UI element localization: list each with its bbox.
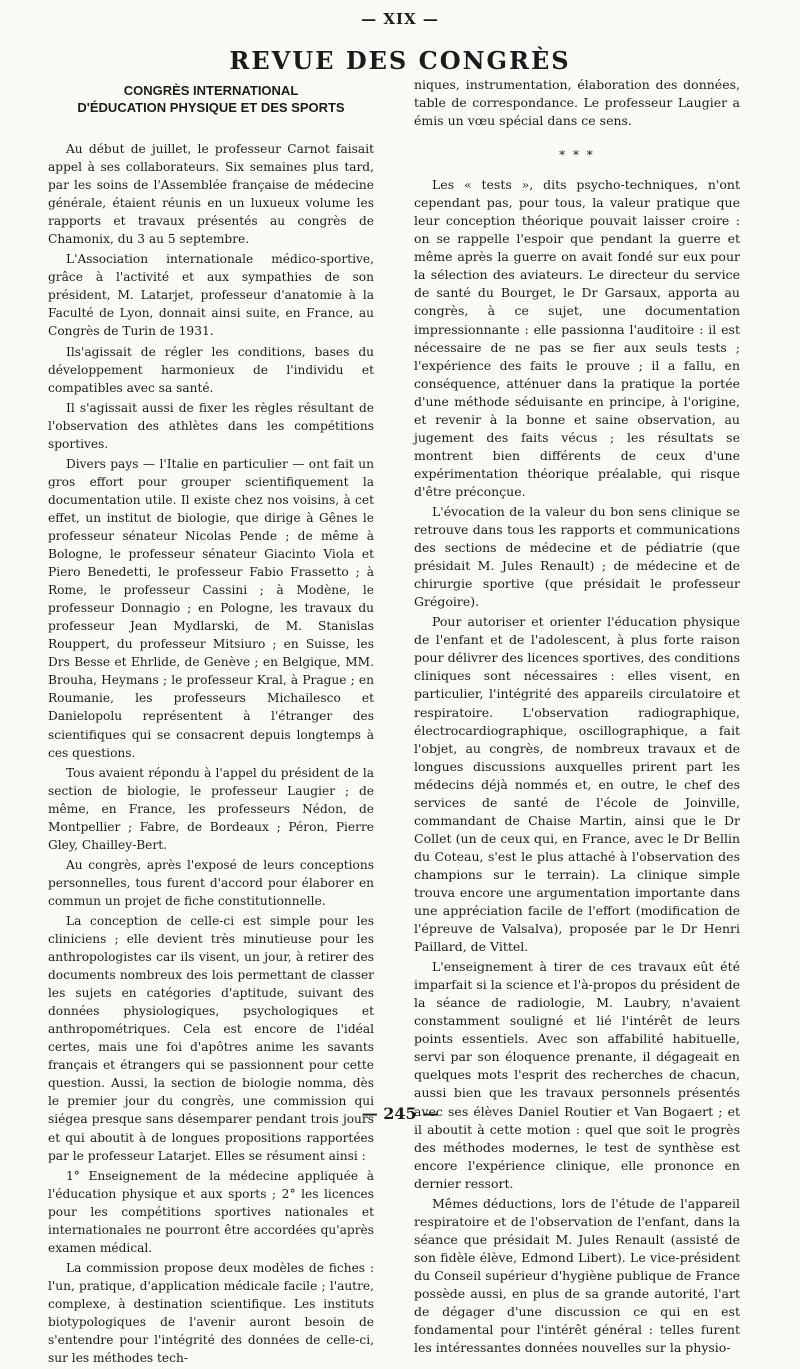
paragraph: Divers pays — l'Italie en particulier — ont fait un gros effort pour grouper scientifiquement la documentation utile. Il existe chez nos voisins, à cet effet, un institut de biologie, que dirige à Gênes le professeur sénateur Nicolas Pende ; de même à Bologne, le professeur sénateur Giacinto Viola et Piero Benedetti, le professeur Fabio Frassetto ; à Rome, le professeur Cassini ; à Modène, le professeur Donnagio ; en Pologne, les travaux du professeur Jean Mydlarski, de M. Stanislas Rouppert, du professeur Mitsiuro ; en Suisse, les Drs Besse et Ehrlide, de Genève ; en Belgique, MM. Brouha, Heymans ; le professeur Kral, à Prague ; en Roumanie, les professeurs Michailesco et Danielopolu représentent à l'étranger des scientifiques qui se consacrent depuis longtemps à ces questions. [48, 456, 374, 760]
section-title: REVUE DES CONGRÈS [229, 46, 571, 75]
paragraph: Ils'agissait de régler les conditions, bases du développement harmonieux de l'individu et compatibles avec sa santé. [48, 344, 374, 395]
paragraph: L'enseignement à tirer de ces travaux eût été imparfait si la science et l'à-propos du président de la séance de radiologie, M. Laubry, n'avaient constamment souligné et lié l'intérêt de leurs points essentiels. Avec son affabilité habituelle, servi par son éloquence prenante, il dégageait en quelques mots l'esprit des recherches de chacun, aussi bien que les travaux personnels présentés avec ses élèves Daniel Routier et Van Bogaert ; et il aboutit à cette motion : quel que soit le progrès des méthodes modernes, le test de synthèse est encore l'expérience clinique, elle prononce en dernier ressort. [414, 959, 740, 1191]
paragraph: Au début de juillet, le professeur Carnot faisait appel à ses collaborateurs. Six semaines plus tard, par les soins de l'Assemblée française de médecine générale, étaient réunis en un luxueux volume les rapports et travaux présentés au congrès de Chamonix, du 3 au 5 septembre. [48, 142, 374, 247]
article-title-line-2: D'ÉDUCATION PHYSIQUE ET DES SPORTS [77, 100, 345, 115]
page-number: — 245 — [361, 1104, 439, 1123]
paragraph: Les « tests », dits psycho-techniques, n'ont cependant pas, pour tous, la valeur pratique que leur conception théorique pouvait laisser croire : on se rappelle l'espoir que pendant la guerre et même après la guerre on avait fondé sur eux pour la sélection des aviateurs. Le directeur du service de santé du Bourget, le Dr Garsaux, apporta au congrès, à ce sujet, une documentation impressionnante : elle passionna l'auditoire : il est nécessaire de ne pas se fier aux seuls tests ; l'expérience des faits le prouve ; il a fallu, en conséquence, atténuer dans la pratique la portée d'une méthode séduisante en principe, à l'origine, et revenir à la bonne et saine observation, au jugement des faits vécus ; les résultats se montrent bien différents de ceux d'une expérimentation théorique préalable, qui risque d'être préconçue. [414, 177, 740, 499]
paragraph-continued: niques, instrumentation, élaboration des données, table de correspondance. Le professeur Laugier a émis un vœu spécial dans ce sens. [414, 77, 740, 129]
section-separator: * * * [559, 148, 595, 163]
paragraph: 1° Enseignement de la médecine appliquée à l'éducation physique et aux sports ; 2° les licences pour les compétitions sportives nationales et internationales ne pourront être accordées qu'après examen médical. [48, 1168, 374, 1255]
paragraph: Mêmes déductions, lors de l'étude de l'appareil respiratoire et de l'observation de l'enfant, dans la séance que présidait M. Jules Renault (assisté de son fidèle élève, Edmond Libert). Le vice-président du Conseil supérieur d'hygiène publique de France possède aussi, en plus de sa grande autorité, l'art de dégager d'une discussion ce qui en est fondamental pour l'intérêt général : telles furent les intéressantes données nouvelles sur la physio- [414, 1195, 740, 1356]
left-column [48, 76, 374, 1369]
paragraph: Tous avaient répondu à l'appel du président de la section de biologie, le professeur Laugier ; de même, en France, les professeurs Nédon, de Montpellier ; Fabre, de Bordeaux ; Péron, Pierre Gley, Chailley-Bert. [48, 765, 374, 852]
right-column [414, 76, 740, 1359]
article-title [48, 82, 374, 116]
paragraph: Au congrès, après l'exposé de leurs conceptions personnelles, tous furent d'accord pour élaborer en commun un projet de fiche constitutionnelle. [48, 857, 374, 908]
paragraph: L'évocation de la valeur du bon sens clinique se retrouve dans tous les rapports et communications des sections de médecine et de pédiatrie (que présidait M. Jules Renault) ; de médecine et de chirurgie sportive (que présidait le professeur Grégoire). [414, 503, 740, 610]
paragraph: L'Association internationale médico-sportive, grâce à l'activité et aux sympathies de son président, M. Latarjet, professeur d'anatomie à la Faculté de Lyon, donnait ainsi suite, en France, au Congrès de Turin de 1931. [48, 252, 374, 339]
paragraph: Il s'agissait aussi de fixer les règles résultant de l'observation des athlètes dans les compétitions sportives. [48, 400, 374, 451]
paragraph: La conception de celle-ci est simple pour les cliniciens ; elle devient très minutieuse pour les anthropologistes car ils visent, un jour, à retirer des documents nombreux des lois permettant de classer les sujets en catégories d'aptitude, suivant des données physiologiques, psychologiques et anthropométriques. Cela est encore de l'idéal certes, mais une foi d'apôtres anime les savants français et étrangers qui se passionnent pour cette question. Aussi, la section de biologie nomma, dès le premier jour du congrès, une commission qui siégea presque sans désemparer pendant trois jours et qui aboutit à de longues propositions rapportées par le professeur Latarjet. Elles se résument ainsi : [48, 913, 374, 1163]
article-title-line-1: CONGRÈS INTERNATIONAL [123, 83, 299, 98]
paragraph: La commission propose deux modèles de fiches : l'un, pratique, d'application médicale facile ; l'autre, complexe, à destination scientifique. Les instituts biotypologiques de l'avenir auront besoin de s'entendre pour l'intégrité des données de celle-ci, sur les méthodes tech- [48, 1260, 374, 1366]
page-roman-numeral: — XIX — [361, 10, 439, 28]
paragraph: Pour autoriser et orienter l'éducation physique de l'enfant et de l'adolescent, à plus forte raison pour délivrer des licences sportives, des conditions cliniques sont nécessaires : elles visent, en particulier, l'intégrité des appareils circulatoire et respiratoire. L'observation radiographique, électrocardiographique, oscillographique, a fait l'objet, au congrès, de nombreux travaux et de longues discussions auxquelles prirent part les médecins déjà nommés et, en outre, le chef des services de santé de l'école de Joinville, commandant de Chaise Martin, ainsi que le Dr Collet (un de ceux qui, en France, avec le Dr Bellin du Coteau, s'est le plus attaché à l'observation des champions sur le terrain). La clinique simple trouva encore une argumentation importante dans une appréciation facile de l'effort (modification de l'épreuve de Valsalva), proposée par le Dr Henri Paillard, de Vittel. [414, 614, 740, 955]
